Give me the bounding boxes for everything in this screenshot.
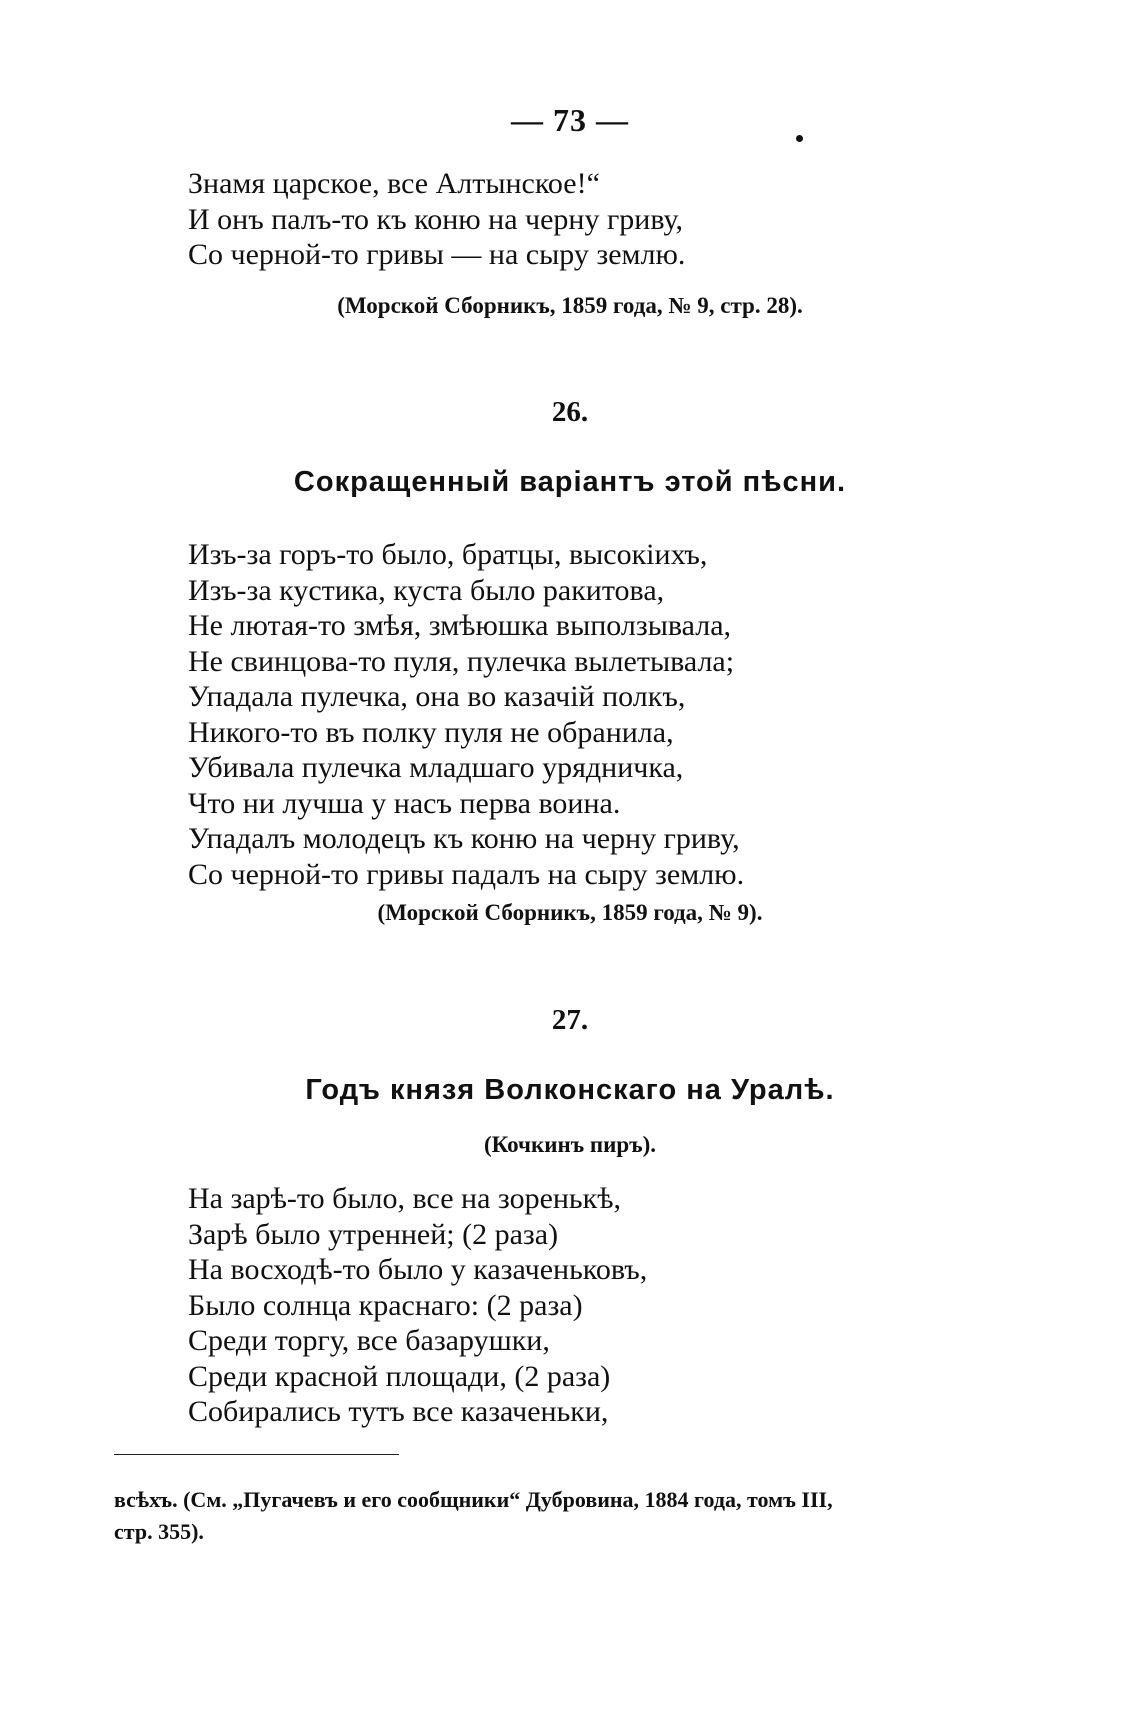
footnote-divider [114,1454,399,1455]
source-citation: (Морской Сборникъ, 1859 года, № 9, стр. 28). [337,293,803,318]
song-subtitle: (Кочкинъ пиръ). [483,1132,657,1157]
verse-block-prev [188,166,1068,273]
verse-line: Собирались тутъ все казаченьки, [188,1395,609,1428]
song-number: 26. [551,396,589,428]
song-title: Годъ князя Волконскаго на Уралѣ. [305,1074,835,1106]
footnote-line: всѣхъ. (См. „Пугачевъ и его сообщники“ Дубровина, 1884 года, томъ III, [114,1487,833,1512]
verse-line: И онъ палъ-то къ коню на черну гриву, [188,202,683,236]
verse-line: Упадалъ молодецъ къ коню на черну гриву, [188,822,740,855]
verse-block-27 [188,1181,1068,1430]
verse-line: Никого-то въ полку пуля не обранила, [188,715,674,749]
verse-line: Со черной-то гривы падалъ на сыру землю. [188,857,745,891]
verse-line: Зарѣ было утренней; (2 раза) [188,1217,559,1251]
song-title: Сокращенный варіантъ этой пѣсни. [293,466,847,498]
verse-line: Со черной-то гривы — на сыру землю. [188,238,686,271]
source-citation: (Морской Сборникъ, 1859 года, № 9). [377,900,763,925]
verse-block-26 [188,537,1068,892]
footnote [114,1484,954,1548]
page-number: — 73 — [511,102,629,138]
verse-line: Изъ-за горъ-то было, братцы, высокіихъ, [188,538,708,571]
verse-line: Не свинцова-то пуля, пулечка вылетывала; [188,644,735,678]
verse-line: Среди торгу, все базарушки, [188,1324,550,1357]
verse-line: Что ни лучша у насъ перва воина. [188,786,621,820]
verse-line: На восходѣ-то было у казаченьковъ, [188,1253,648,1286]
verse-line: Изъ-за кустика, куста было ракитова, [188,573,665,607]
print-speck [796,135,803,142]
verse-line: Убивала пулечка младшаго урядничка, [188,751,684,784]
verse-line: Было солнца краснаго: (2 раза) [188,1288,583,1322]
verse-line: Знамя царское, все Алтынское!“ [188,167,600,200]
verse-line: Среди красной площади, (2 раза) [188,1359,611,1393]
footnote-line: стр. 355). [114,1519,204,1544]
verse-line: На зарѣ-то было, все на зоренькѣ, [188,1182,621,1215]
verse-line: Не лютая-то змѣя, змѣюшка выползывала, [188,609,732,642]
song-number: 27. [551,1004,589,1036]
verse-line: Упадала пулечка, она во казачій полкъ, [188,680,686,713]
